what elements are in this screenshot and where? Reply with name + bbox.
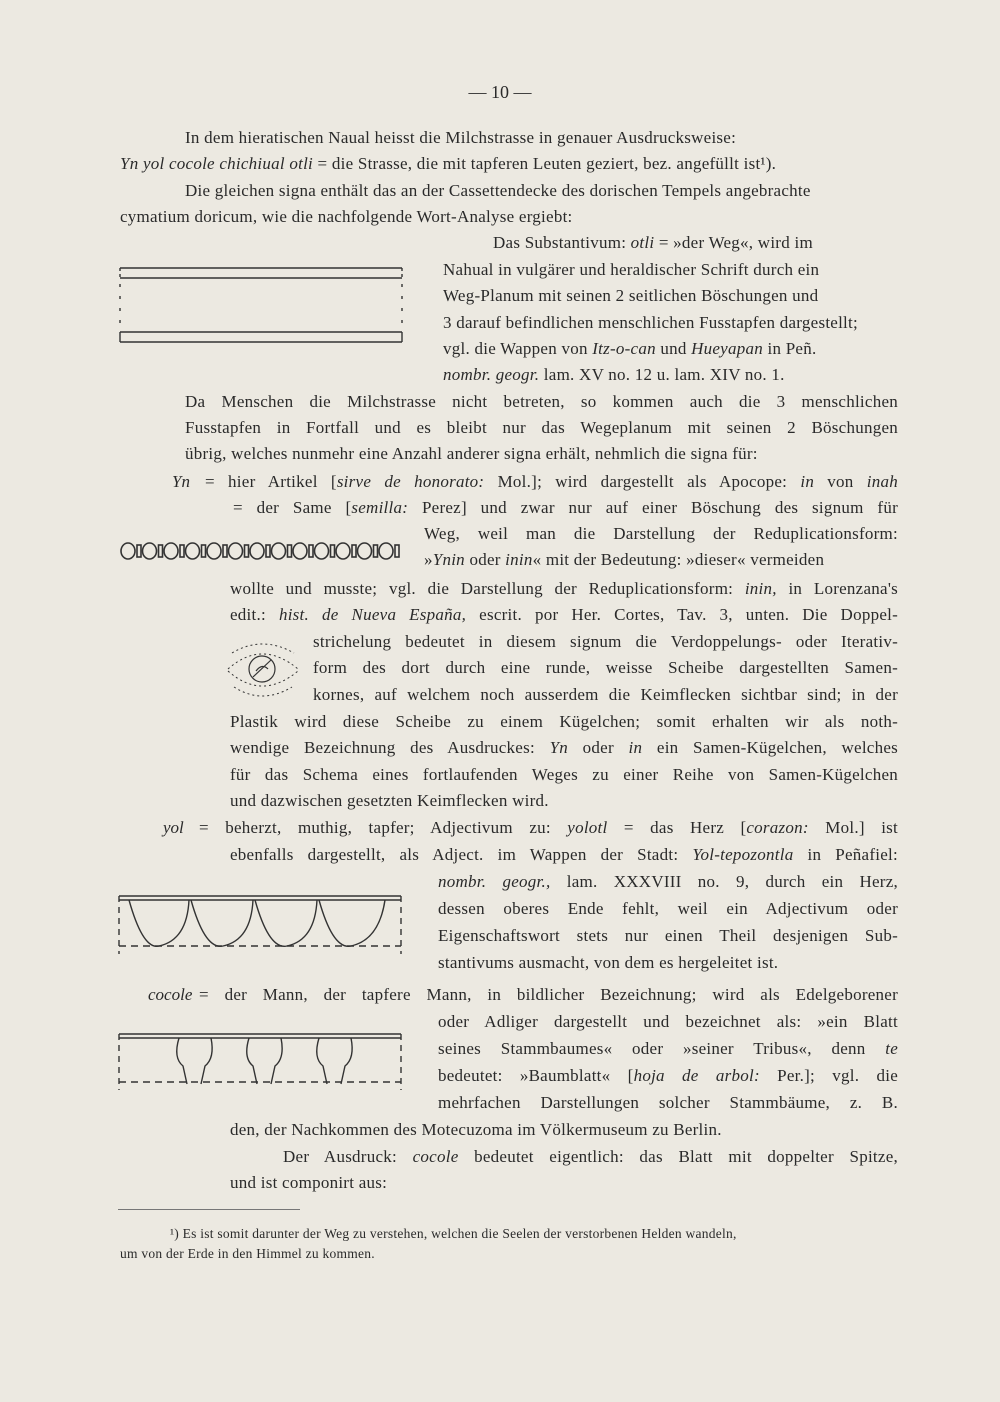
germ-mark <box>352 545 356 557</box>
cocole-line: mehrfachen Darstellungen solcher Stammbäume, z. B. <box>438 1093 898 1112</box>
paragraph-line: Der Ausdruck: cocole bedeutet eigentlich: das Blatt mit doppelter Spitze, <box>283 1147 898 1166</box>
yn-line: Plastik wird diese Scheibe zu einem Kügelchen; somit erhalten wir als noth- <box>230 712 898 731</box>
paragraph-line: In dem hieratischen Naual heisst die Milchstrasse in genauer Ausdrucksweise: <box>185 128 737 147</box>
yn-line: wendige Bezeichnung des Ausdruckes: Yn oder in ein Samen-Kügelchen, welches <box>230 738 898 757</box>
seed-bead <box>293 543 307 559</box>
heart-row-figure <box>115 888 405 958</box>
cocole-line: oder Adliger dargestellt und bezeichnet als: »ein Blatt <box>438 1012 898 1031</box>
yol-line: = beherzt, muthig, tapfer; Adjectivum zu: yolotl = das Herz [corazon: Mol.] ist <box>199 818 899 837</box>
yn-line: und dazwischen gesetzten Keimflecken wird. <box>230 791 549 810</box>
paragraph-line: Yn yol cocole chichiual otli = die Strasse, die mit tapferen Leuten geziert, bez. angefüllt ist¹). <box>120 154 777 173</box>
yol-line: stantivums ausmacht, von dem es hergeleitet ist. <box>438 953 779 972</box>
seed-bead <box>358 543 372 559</box>
yn-line: strichelung bedeutet in diesem signum die Verdoppelungs- oder Iterativ- <box>313 632 898 651</box>
germ-mark <box>223 545 227 557</box>
paragraph-line: und ist componirt aus: <box>230 1173 388 1192</box>
seed-bead <box>186 543 200 559</box>
seed-grain-figure <box>222 633 304 703</box>
paragraph-line: Da Menschen die Milchstrasse nicht betreten, so kommen auch die 3 menschlichen <box>185 392 898 411</box>
germ-mark <box>245 545 249 557</box>
germ-mark <box>202 545 206 557</box>
seed-bead <box>164 543 178 559</box>
cocole-line: den, der Nachkommen des Motecuzoma im Völkermuseum zu Berlin. <box>230 1120 722 1139</box>
yn-line: form des dort durch eine runde, weisse Scheibe dargestellten Samen- <box>313 658 898 677</box>
germ-mark <box>309 545 313 557</box>
leaf-row-figure <box>115 1028 405 1094</box>
yn-line: = hier Artikel [sirve de honorato: Mol.]; wird dargestellt als Apocope: in von inah <box>205 472 899 491</box>
seed-bead <box>229 543 243 559</box>
otli-line: nombr. geogr. lam. XV no. 12 u. lam. XIV no. 1. <box>443 365 785 384</box>
germ-mark <box>266 545 270 557</box>
seed-bead <box>379 543 393 559</box>
otli-line: vgl. die Wappen von Itz-o-can und Hueyapan in Peñ. <box>443 339 817 358</box>
footnote-line: ¹) Es ist somit darunter der Weg zu verstehen, welchen die Seelen der verstorbenen Helden wandeln, <box>170 1226 737 1241</box>
otli-line: 3 darauf befindlichen menschlichen Fusstapfen dargestellt; <box>443 313 858 332</box>
paragraph-line: Fusstapfen in Fortfall und es bleibt nur das Wegeplanum mit seinen 2 Böschungen <box>185 418 898 437</box>
seed-bead <box>336 543 350 559</box>
germ-mark <box>331 545 335 557</box>
seed-bead <box>315 543 329 559</box>
footnote-divider <box>118 1209 300 1210</box>
cocole-line: bedeutet: »Baumblatt« [hoja de arbol: Per.]; vgl. die <box>438 1066 898 1085</box>
seed-bead <box>272 543 286 559</box>
yn-line: Weg, weil man die Darstellung der Reduplicationsform: <box>424 524 898 543</box>
paragraph-line: Die gleichen signa enthält das an der Cassettendecke des dorischen Tempels angebrachte <box>185 181 811 200</box>
seed-bead <box>121 543 135 559</box>
term-label-yn: Yn <box>172 472 190 491</box>
term-label-yol: yol <box>163 818 184 837</box>
yn-line: = der Same [semilla: Perez] und zwar nur auf einer Böschung des signum für <box>233 498 898 517</box>
germ-mark <box>288 545 292 557</box>
germ-mark <box>395 545 399 557</box>
paragraph-line: cymatium doricum, wie die nachfolgende Wort-Analyse ergiebt: <box>120 207 573 226</box>
paragraph-line: übrig, welches nunmehr eine Anzahl anderer signa erhält, nehmlich die signa für: <box>185 444 758 463</box>
otli-line: Das Substantivum: otli = »der Weg«, wird im <box>493 233 813 252</box>
footnote-line: um von der Erde in den Himmel zu kommen. <box>120 1246 375 1261</box>
germ-mark <box>137 545 141 557</box>
yn-line: edit.: hist. de Nueva España, escrit. por Her. Cortes, Tav. 3, unten. Die Doppel- <box>230 605 898 624</box>
road-plane-figure <box>118 262 408 352</box>
seed-bead <box>207 543 221 559</box>
yol-line: Eigenschaftswort stets nur einen Theil desjenigen Sub- <box>438 926 898 945</box>
yol-line: dessen oberes Ende fehlt, weil ein Adjectivum oder <box>438 899 898 918</box>
yn-line: für das Schema eines fortlaufenden Weges zu einer Reihe von Samen-Kügelchen <box>230 765 898 784</box>
germ-mark <box>159 545 163 557</box>
yn-line: wollte und musste; vgl. die Darstellung der Reduplicationsform: inin, in Lorenzana's <box>230 579 899 598</box>
yn-line: »Ynin oder inin« mit der Bedeutung: »dieser« vermeiden <box>424 550 825 569</box>
cocole-line: = der Mann, der tapfere Mann, in bildlicher Bezeichnung; wird als Edelgeborener <box>199 985 898 1004</box>
yol-line: ebenfalls dargestellt, als Adject. im Wappen der Stadt: Yol-tepozontla in Peñafiel: <box>230 845 898 864</box>
otli-line: Nahual in vulgärer und heraldischer Schrift durch ein <box>443 260 820 279</box>
germ-mark <box>374 545 378 557</box>
germ-mark <box>180 545 184 557</box>
otli-line: Weg-Planum mit seinen 2 seitlichen Böschungen und <box>443 286 819 305</box>
term-label-cocole: cocole <box>148 985 193 1004</box>
yn-line: kornes, auf welchem noch ausserdem die Keimflecken sichtbar sind; in der <box>313 685 898 704</box>
seed-bead <box>250 543 264 559</box>
page-number: — 10 — <box>468 82 532 102</box>
yol-line: nombr. geogr., lam. XXXVIII no. 9, durch ein Herz, <box>438 872 898 891</box>
cocole-line: seines Stammbaumes« oder »seiner Tribus«, denn te <box>438 1039 898 1058</box>
seed-bead <box>143 543 157 559</box>
seed-string-figure <box>115 539 405 563</box>
